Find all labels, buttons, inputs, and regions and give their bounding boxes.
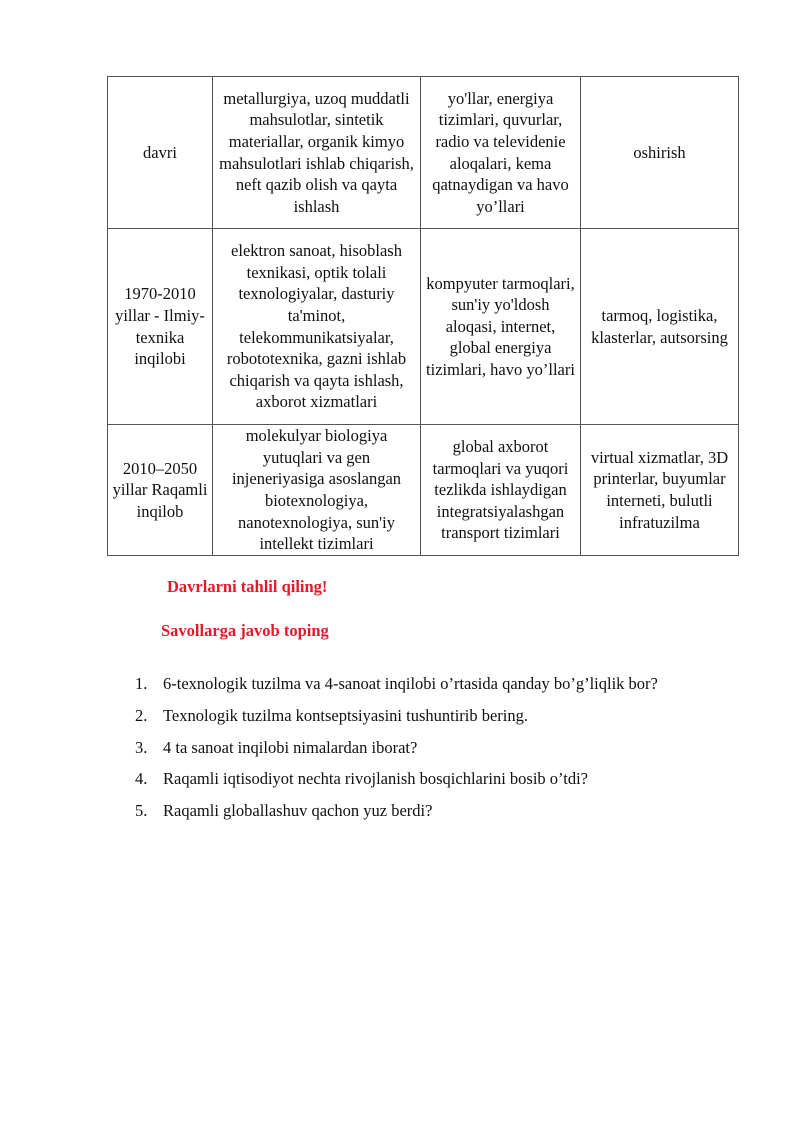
infrastructure-cell: kompyuter tarmoqlari, sun'iy yo'ldosh aloqasi, internet, global energiya tizimlari, havo yo’llari	[421, 229, 581, 425]
question-text: Raqamli globallashuv qachon yuz berdi?	[163, 801, 433, 821]
question-number: 4.	[135, 769, 148, 789]
table-row	[108, 229, 739, 425]
question-text: 4 ta sanoat inqilobi nimalardan iborat?	[163, 737, 418, 757]
organization-cell: virtual xizmatlar, 3D printerlar, buyumlar interneti, bulutli infratuzilma	[581, 425, 739, 556]
period-cell: 2010–2050 yillar Raqamli inqilob	[108, 425, 213, 556]
industries-cell: metallurgiya, uzoq muddatli mahsulotlar, sintetik materiallar, organik kimyo mahsulotlari ishlab chiqarish, neft qazib olish va qayta ishlash	[213, 77, 421, 229]
list-item	[135, 674, 658, 706]
question-number: 1.	[135, 674, 148, 693]
questions-heading: Savollarga javob toping	[161, 621, 329, 640]
organization-cell: tarmoq, logistika, klasterlar, autsorsing	[581, 229, 739, 425]
industries-cell: elektron sanoat, hisoblash texnikasi, optik tolali texnologiyalar, dasturiy ta'minot, telekommunikatsiyalar, robototexnika, gazni ishlab chiqarish va qayta ishlash, axborot xizmatlari	[213, 229, 421, 425]
list-item	[135, 769, 658, 801]
table-row	[108, 77, 739, 229]
question-number: 2.	[135, 705, 148, 725]
table-row	[108, 425, 739, 556]
list-item	[135, 801, 658, 833]
questions-list	[135, 674, 658, 833]
question-number: 5.	[135, 801, 148, 821]
question-text: Texnologik tuzilma kontseptsiyasini tushuntirib bering.	[163, 705, 529, 725]
infrastructure-cell: global axborot tarmoqlari va yuqori tezlikda ishlaydigan integratsiyalashgan transport tizimlari	[421, 425, 581, 556]
industries-cell: molekulyar biologiya yutuqlari va gen injeneriyasiga asoslangan biotexnologiya, nanotexnologiya, sun'iy intellekt tizimlari	[213, 425, 421, 556]
organization-cell: oshirish	[581, 77, 739, 229]
technology-periods-table	[107, 76, 739, 556]
period-cell: davri	[108, 77, 213, 229]
period-cell: 1970-2010 yillar - Ilmiy-texnika inqilobi	[108, 229, 213, 425]
list-item	[135, 706, 658, 738]
question-text: 6-texnologik tuzilma va 4-sanoat inqilobi o’rtasida qanday bo’g’liqlik bor?	[163, 674, 658, 693]
question-number: 3.	[135, 737, 148, 757]
question-text: Raqamli iqtisodiyot nechta rivojlanish bosqichlarini bosib o’tdi?	[163, 769, 588, 789]
infrastructure-cell: yo'llar, energiya tizimlari, quvurlar, radio va televidenie aloqalari, kema qatnaydigan va havo yo’llari	[421, 77, 581, 229]
analysis-heading: Davrlarni tahlil qiling!	[167, 577, 328, 596]
list-item	[135, 738, 658, 770]
